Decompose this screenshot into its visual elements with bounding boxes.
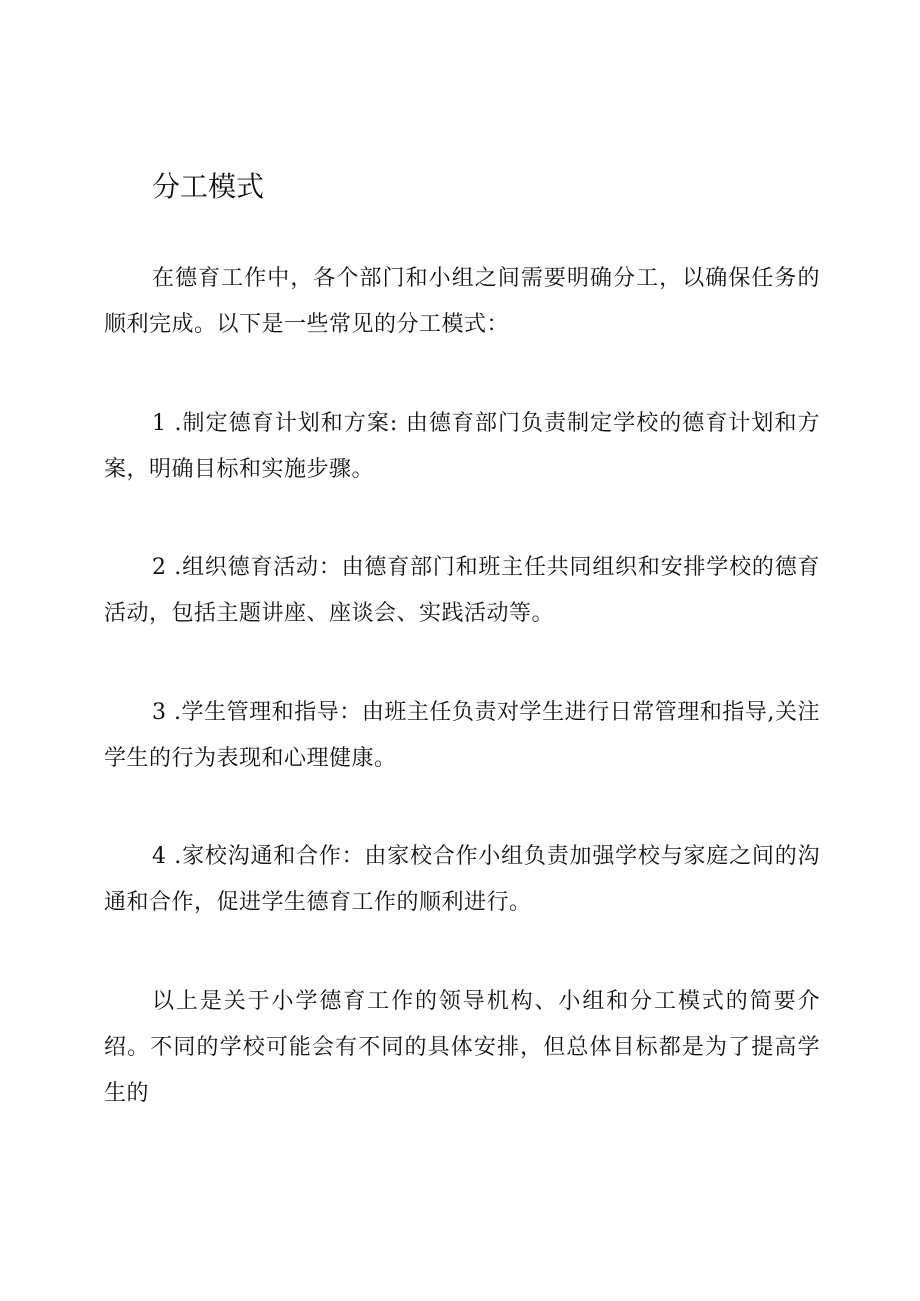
list-item-1: 1 .制定德育计划和方案: 由德育部门负责制定学校的德育计划和方案，明确目标和实施步骤。 <box>104 411 820 482</box>
summary-paragraph: 以上是关于小学德育工作的领导机构、小组和分工模式的简要介绍。不同的学校可能会有不同的具体安排，但总体目标都是为了提高学生的 <box>104 989 820 1106</box>
list-item-3: 3 .学生管理和指导：由班主任负责对学生进行日常管理和指导,关注学生的行为表现和心理健康。 <box>104 700 820 771</box>
list-item-4: 4 .家校沟通和合作：由家校合作小组负责加强学校与家庭之间的沟通和合作，促进学生德育工作的顺利进行。 <box>104 844 820 915</box>
list-item-2: 2 .组织德育活动：由德育部门和班主任共同组织和安排学校的德育活动，包括主题讲座、座谈会、实践活动等。 <box>104 555 820 626</box>
section-heading: 分工模式 <box>152 170 265 203</box>
intro-paragraph: 在德育工作中，各个部门和小组之间需要明确分工，以确保任务的顺利完成。以下是一些常见的分工模式： <box>104 266 820 337</box>
